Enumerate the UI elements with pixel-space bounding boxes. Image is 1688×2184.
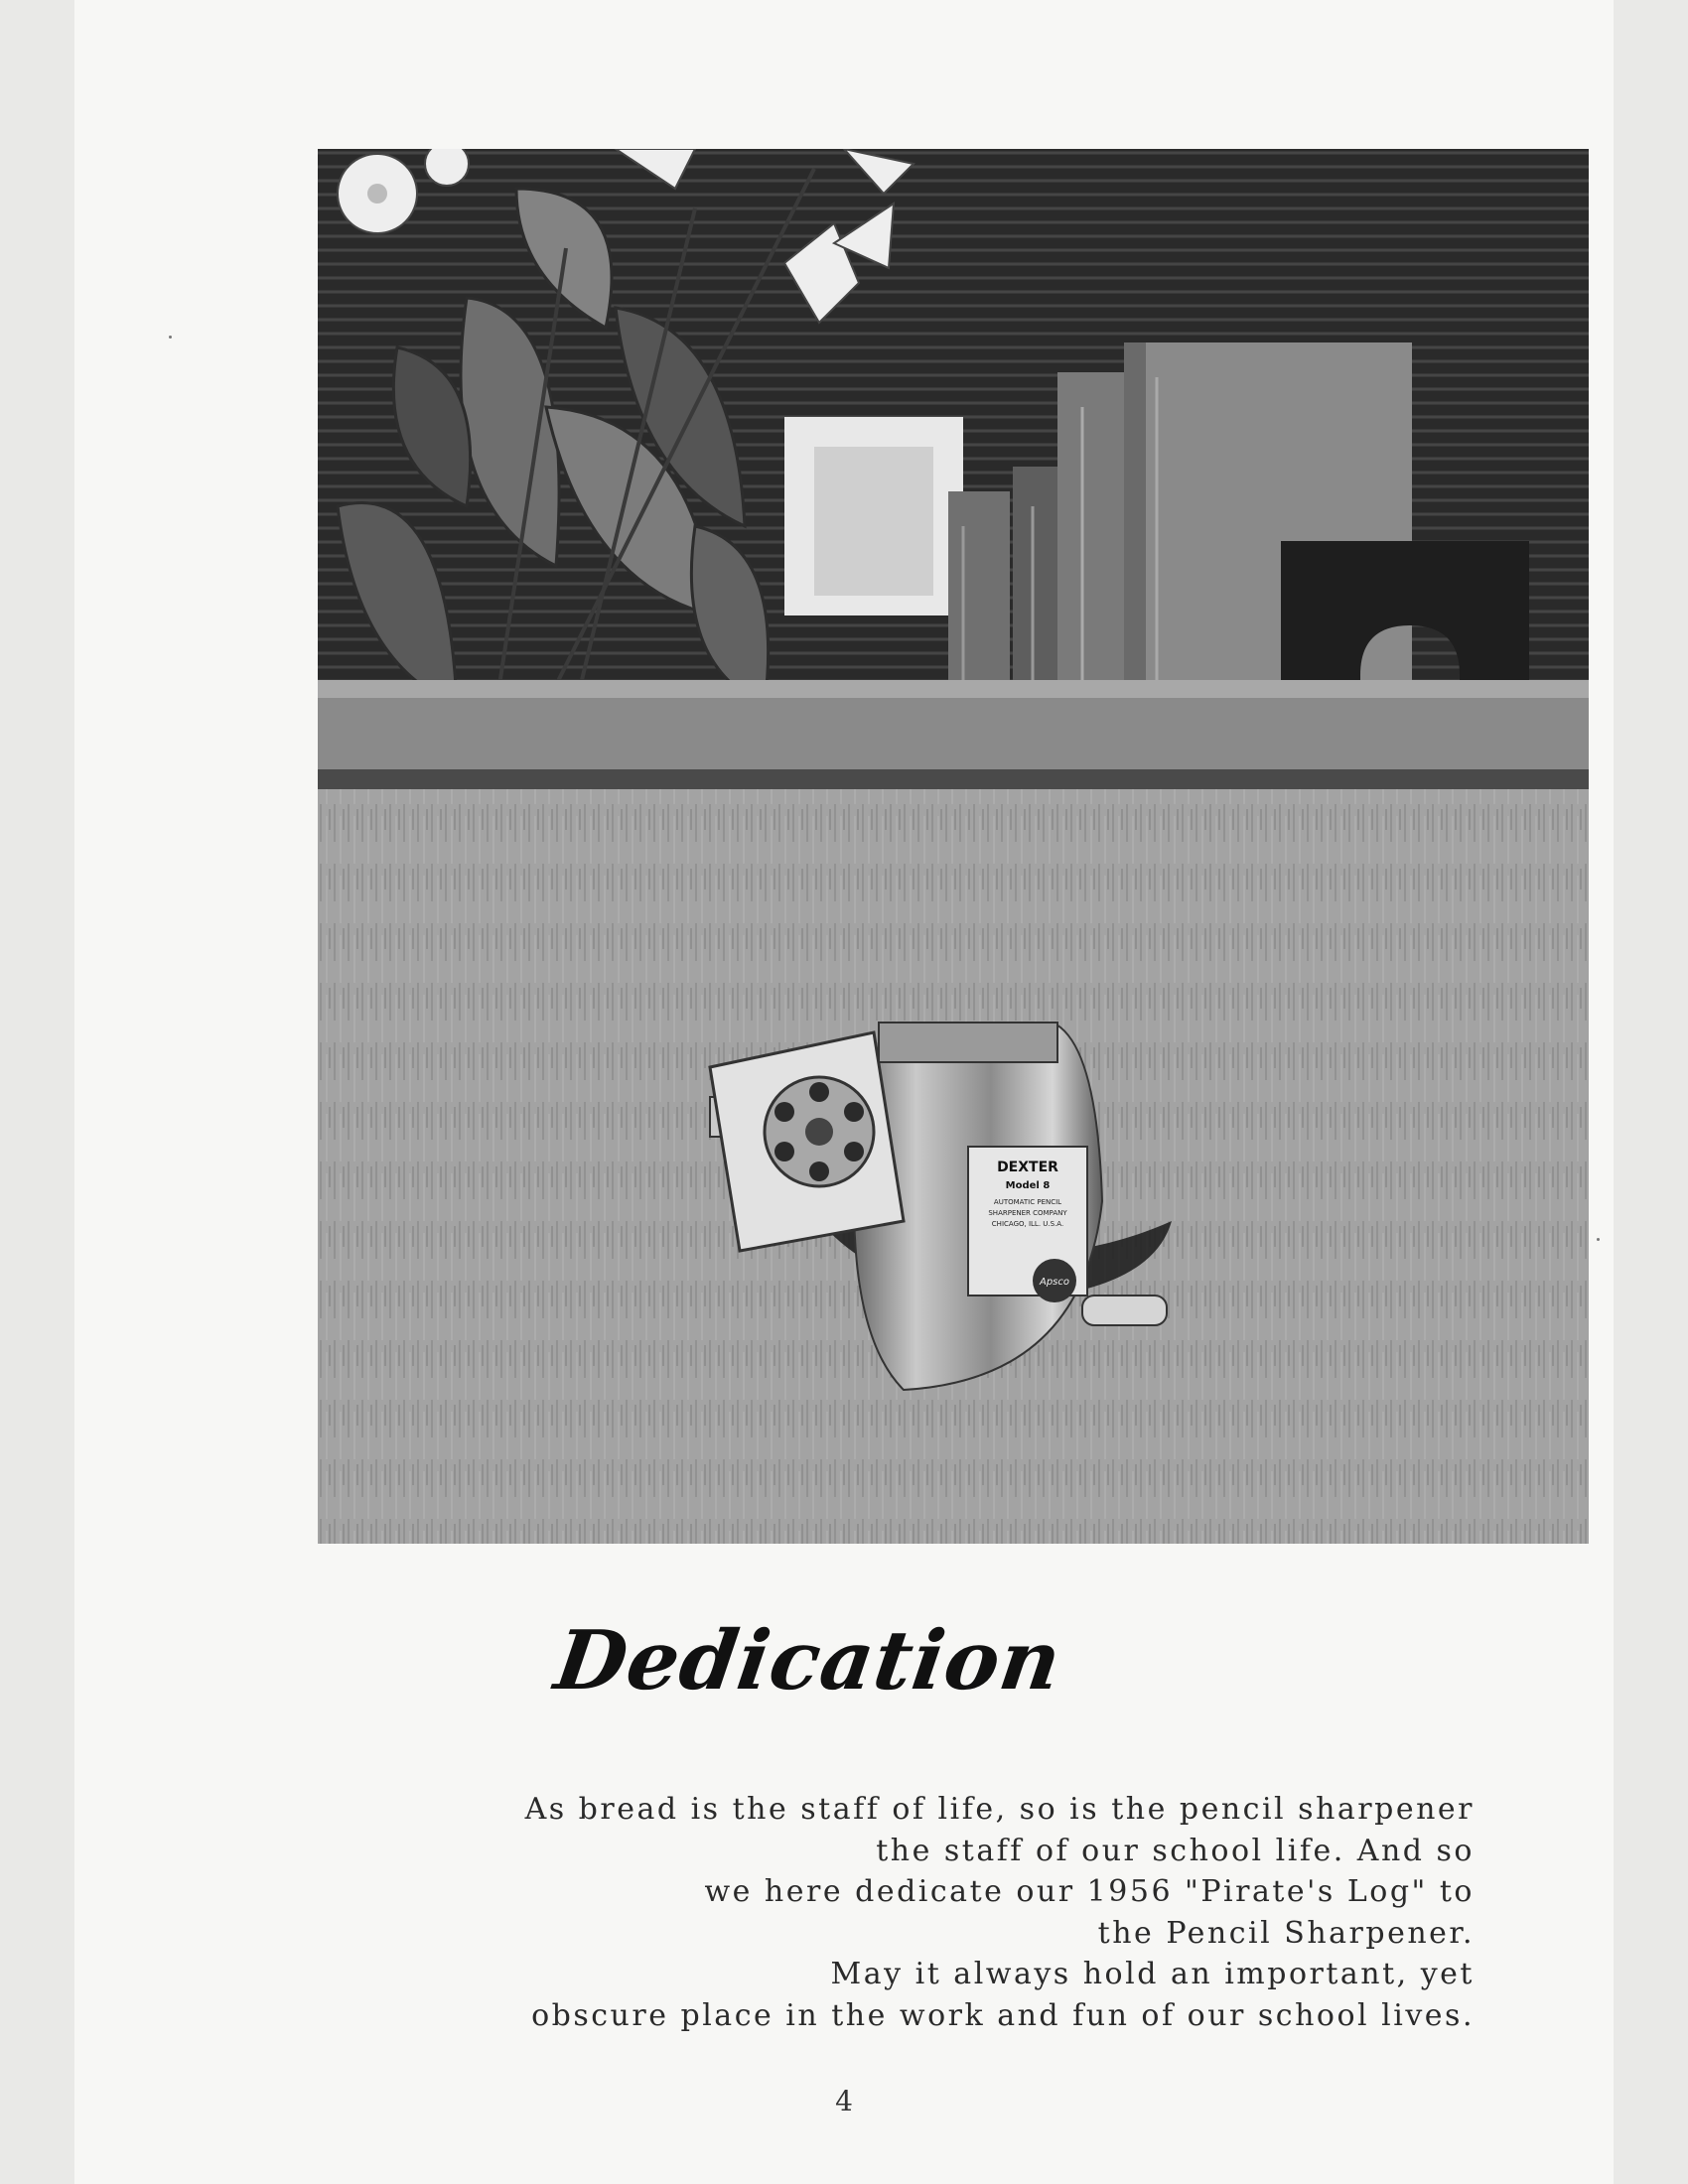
dedication-line: the Pencil Sharpener. — [1097, 1915, 1475, 1951]
dedication-line: As bread is the staff of life, so is the pencil sharpener — [524, 1792, 1475, 1827]
dedication-line: the staff of our school life. And so — [876, 1833, 1475, 1868]
page-number: 4 — [835, 2085, 853, 2117]
dust-speck — [1597, 1238, 1600, 1241]
sharpener-label-maker: AUTOMATIC PENCIL — [993, 1198, 1062, 1206]
page-title: Dedication — [549, 1613, 1067, 1708]
yearbook-page — [74, 0, 1614, 2184]
dedication-text — [492, 1789, 1475, 2036]
dedication-line: May it always hold an important, yet — [830, 1957, 1475, 1991]
apsco-logo: Apsco — [1039, 1277, 1070, 1288]
dedication-line: obscure place in the work and fun of our school lives. — [531, 1997, 1475, 2033]
sharpener-label-maker: CHICAGO, ILL. U.S.A. — [991, 1220, 1064, 1228]
dedication-line: we here dedicate our 1956 "Pirate's Log" to — [704, 1874, 1475, 1909]
pencil-sharpener-photo — [318, 149, 1589, 1544]
sharpener-label-maker: SHARPENER COMPANY — [988, 1209, 1067, 1217]
sharpener-label-brand: DEXTER — [997, 1160, 1058, 1175]
dust-speck — [169, 336, 172, 339]
sharpener-label-model: Model 8 — [1005, 1180, 1051, 1191]
